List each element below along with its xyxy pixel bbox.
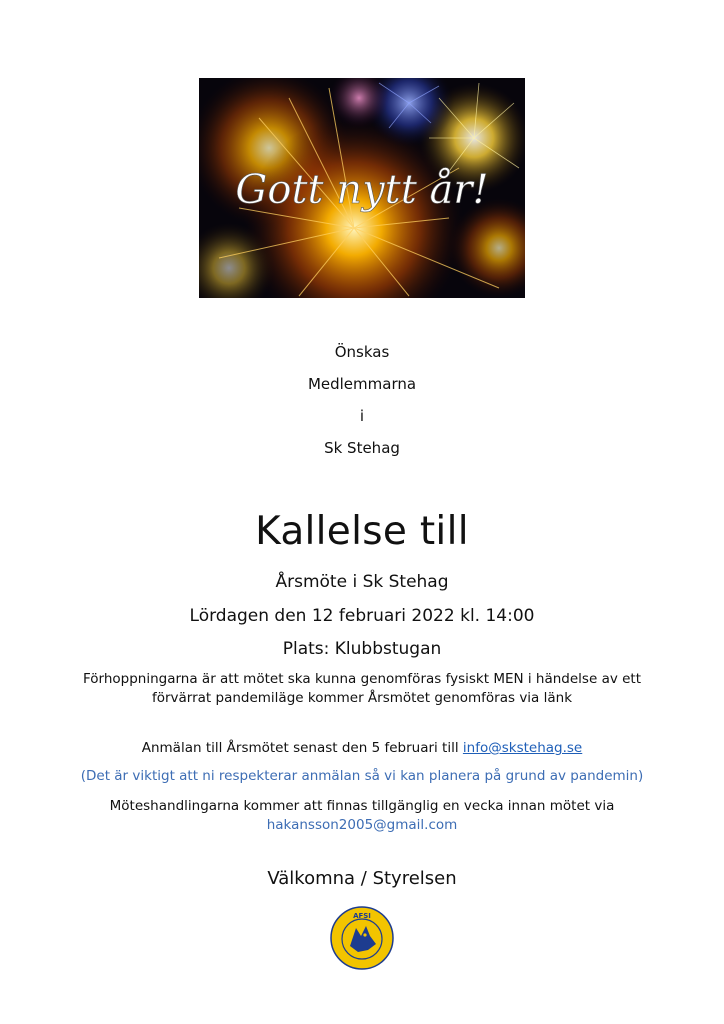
registration-note: (Det är viktigt att ni respekterar anmälan så vi kan planera på grund av pandemin) [80,768,644,784]
fireworks-banner-image [199,78,525,298]
wish-line-2: Medlemmarna [307,375,417,393]
page-title: Kallelse till [255,509,469,554]
meeting-place: Plats: Klubbstugan [282,639,442,659]
club-logo [330,906,394,970]
registration-text: Anmälan till Årsmötet senast den 5 februari till [141,740,463,756]
meeting-date: Lördagen den 12 februari 2022 kl. 14:00 [189,606,535,626]
documents-email[interactable]: hakansson2005@gmail.com [266,817,458,833]
notice-line-2: förvärrat pandemiläge kommer Årsmötet genomföras via länk [151,690,573,706]
registration-line [0,739,724,758]
notice-line-1: Förhoppningarna är att mötet ska kunna genomföras fysiskt MEN i händelse av ett [82,671,642,687]
logo-top-text: AFSI [353,912,371,920]
meeting-name: Årsmöte i Sk Stehag [275,572,449,592]
registration-email-link[interactable]: info@skstehag.se [462,740,583,756]
documents-line: Möteshandlingarna kommer att finnas tillgänglig en vecka innan mötet via [109,798,615,814]
closing-signature: Välkomna / Styrelsen [267,868,457,889]
wish-line-1: Önskas [334,343,390,361]
wish-line-4: Sk Stehag [324,439,400,457]
banner-greeting-text: Gott nytt år! [235,167,489,213]
wish-line-3: i [359,407,365,425]
